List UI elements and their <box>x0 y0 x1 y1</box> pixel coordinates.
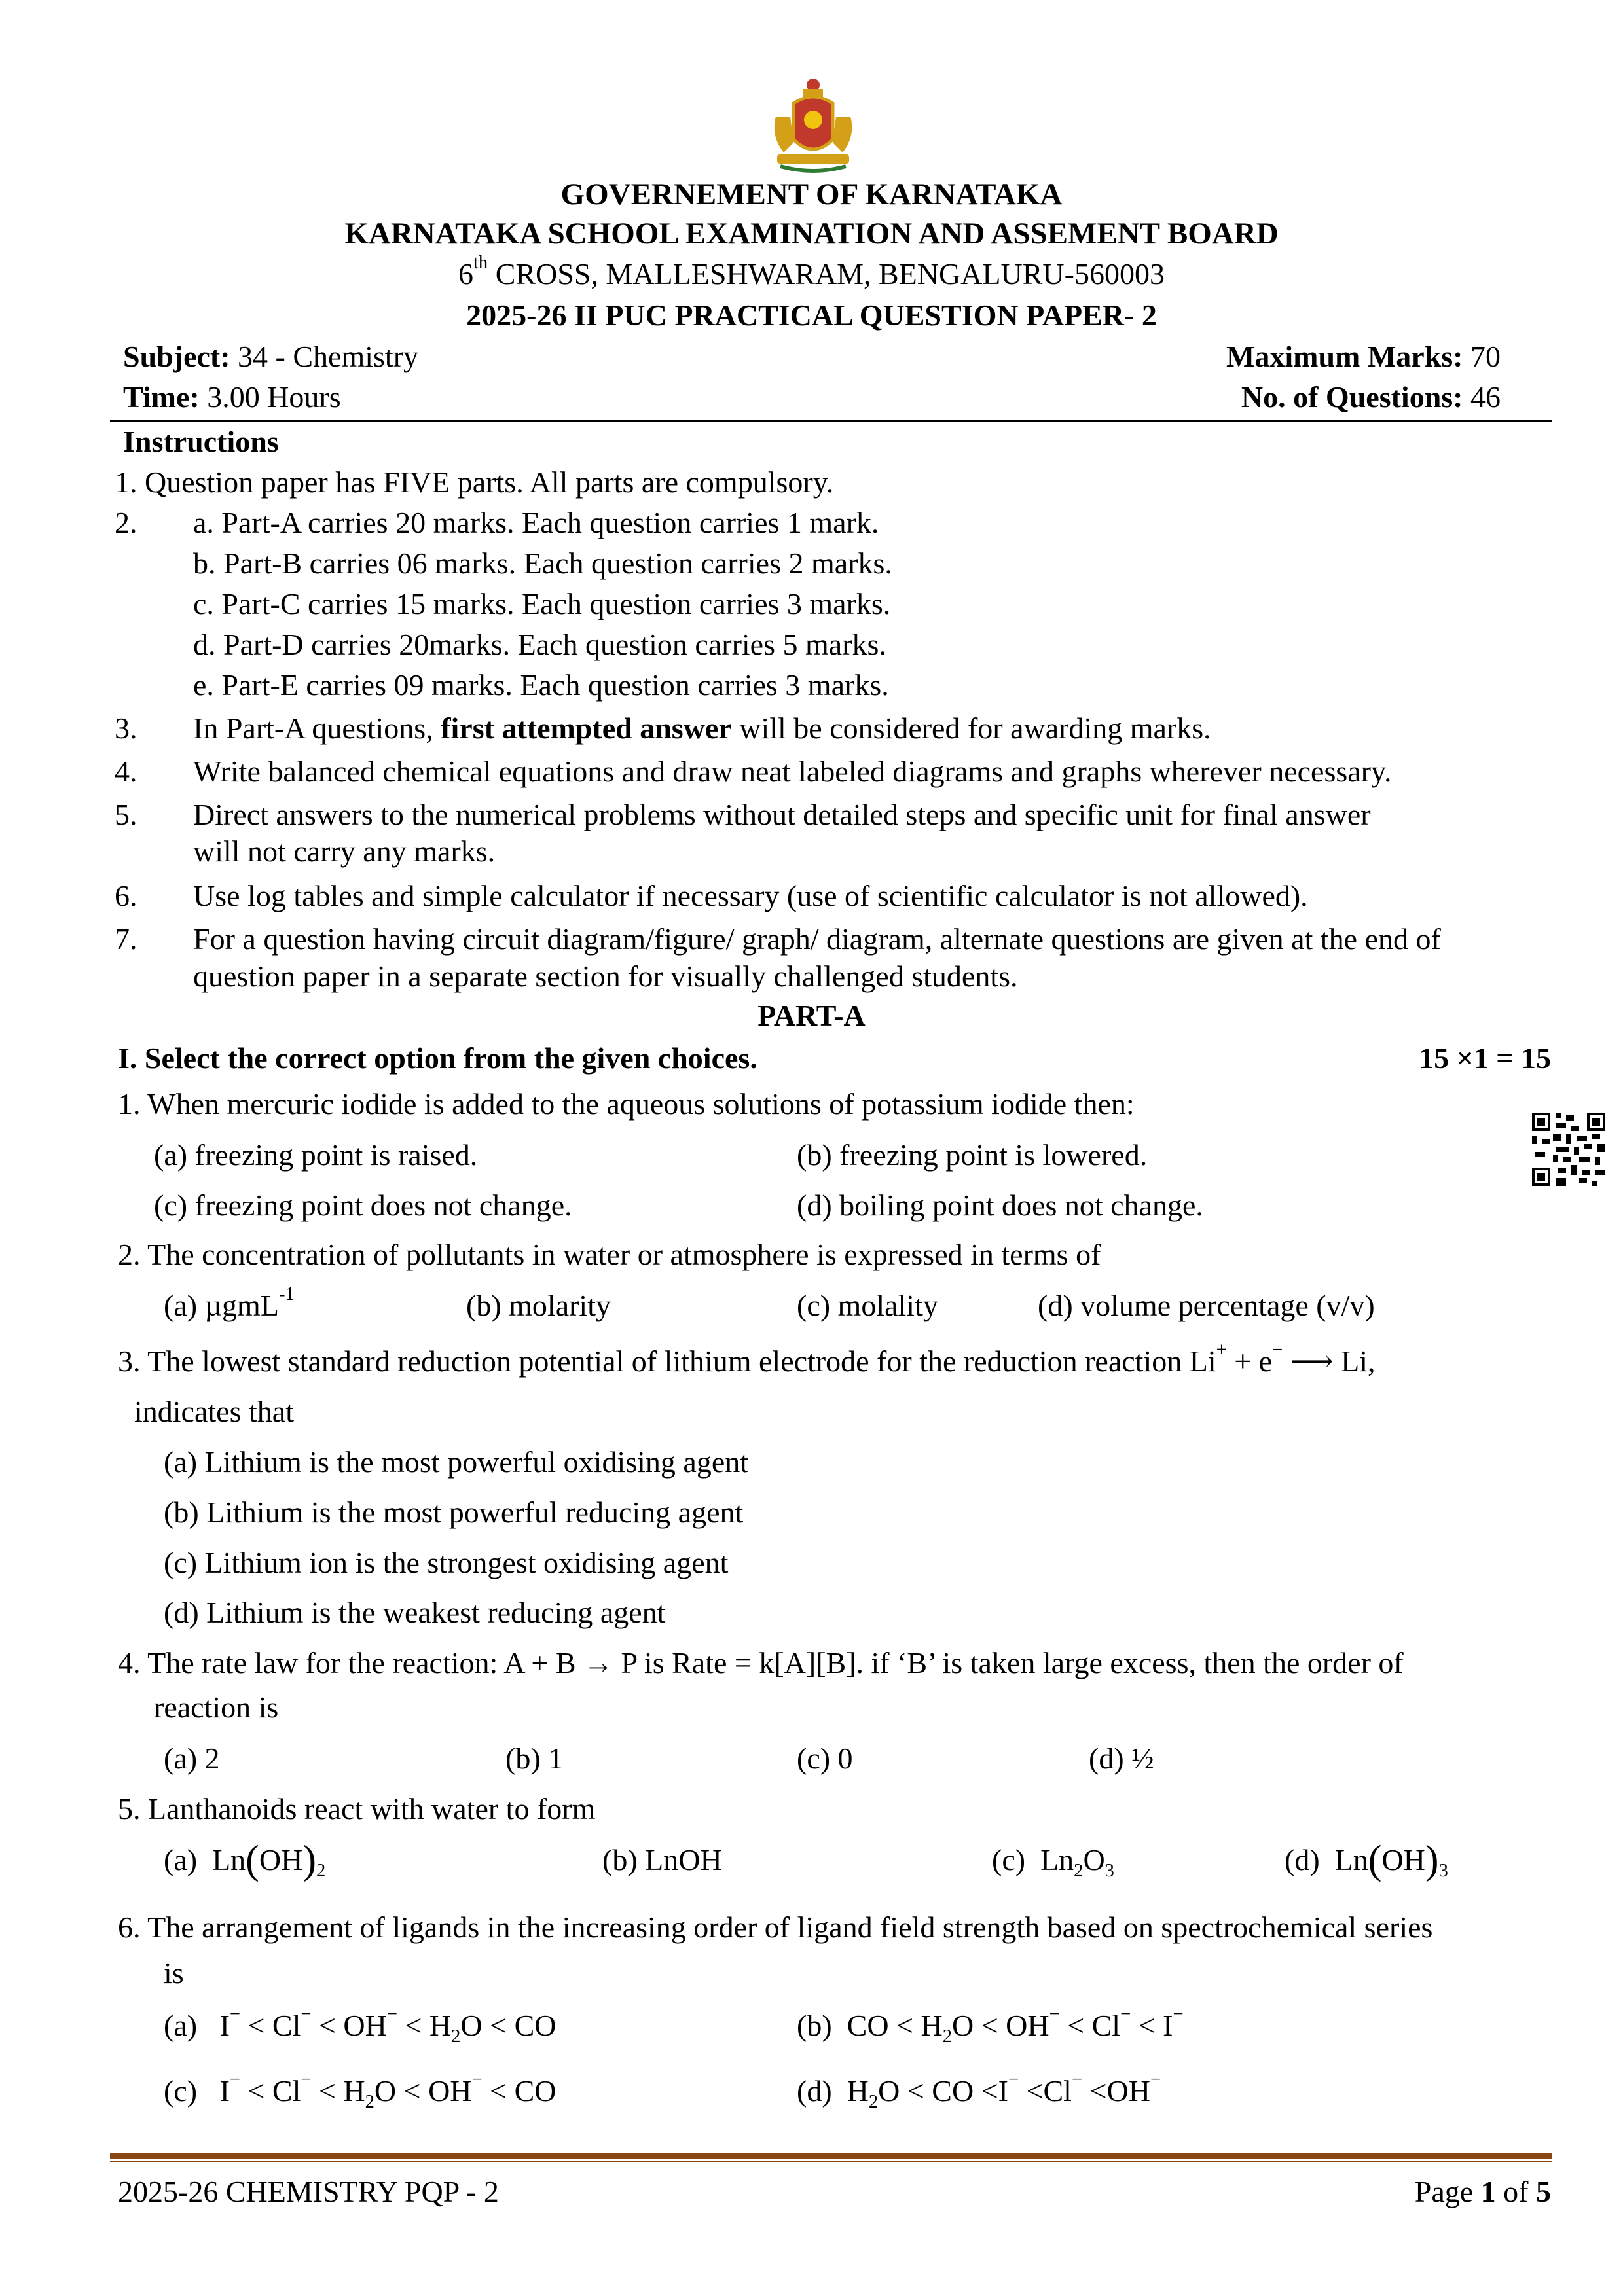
q5-option-a: (a) $Ln(OH)_2$ <box>164 1837 326 1882</box>
question-4: 4. The rate law for the reaction: A + B → P is Rate = k[A][B]. if ‘B’ is taken large excess, then the order of <box>118 1646 1404 1679</box>
section-i-marks: 15 ×1 = 15 <box>1419 1041 1551 1075</box>
instruction-2e: e. Part-E carries 09 marks. Each question carries 3 marks. <box>193 668 889 702</box>
instruction-2c: c. Part-C carries 15 marks. Each question carries 3 marks. <box>193 587 891 620</box>
max-marks: Maximum Marks: 70 <box>1226 340 1501 373</box>
instruction-5-line1: Direct answers to the numerical problems without detailed steps and specific unit for final answer <box>193 798 1371 831</box>
q4-option-d: (d) ½ <box>1089 1742 1154 1775</box>
question-5: 5. Lanthanoids react with water to form <box>118 1792 596 1825</box>
question-2: 2. The concentration of pollutants in water or atmosphere is expressed in terms of <box>118 1238 1101 1271</box>
instruction-2b: b. Part-B carries 06 marks. Each question carries 2 marks. <box>193 547 892 580</box>
q1-option-b: (b) freezing point is lowered. <box>797 1138 1148 1172</box>
qr-code <box>1532 1113 1605 1186</box>
question-6: 6. The arrangement of ligands in the increasing order of ligand field strength based on spectrochemical series <box>118 1910 1433 1944</box>
footer-rule-thin <box>110 2161 1552 2162</box>
question-3-line2: indicates that <box>134 1395 294 1428</box>
part-a-title: PART-A <box>757 999 866 1032</box>
q6-option-c: (c) $I^- < Cl^- < H_2O < OH^-$ < CO <box>164 2069 556 2112</box>
header-board: KARNATAKA SCHOOL EXAMINATION AND ASSEMENT BOARD <box>344 217 1279 251</box>
q2-option-b: (b) molarity <box>466 1289 611 1322</box>
time: Time: 3.00 Hours <box>123 380 341 414</box>
instruction-4: Write balanced chemical equations and draw neat labeled diagrams and graphs wherever necessary. <box>193 755 1392 788</box>
section-i-heading: I. Select the correct option from the given choices. <box>118 1041 757 1075</box>
subject: Subject: 34 - Chemistry <box>123 340 419 373</box>
instruction-2-num: 2. <box>115 506 137 539</box>
num-questions: No. of Questions: 46 <box>1241 380 1501 414</box>
q6-option-a: (a) $I^- < Cl^- < OH^- < H_2O$ < CO <box>164 2003 556 2047</box>
instruction-6: Use log tables and simple calculator if necessary (use of scientific calculator is not allowed). <box>193 879 1308 912</box>
q1-option-d: (d) boiling point does not change. <box>797 1189 1203 1222</box>
instruction-5-num: 5. <box>115 798 137 831</box>
question-1: 1. When mercuric iodide is added to the aqueous solutions of potassium iodide then: <box>118 1087 1135 1121</box>
q4-option-c: (c) 0 <box>797 1742 853 1775</box>
instructions-heading: Instructions <box>123 425 279 458</box>
q1-option-a: (a) freezing point is raised. <box>154 1138 478 1172</box>
header-government: GOVERNEMENT OF KARNATAKA <box>560 177 1063 211</box>
question-6-line2: is <box>164 1956 184 1990</box>
q4-option-b: (b) 1 <box>505 1742 564 1775</box>
q5-option-c: (c) $Ln_2O_3$ <box>992 1843 1114 1881</box>
q4-option-a: (a) 2 <box>164 1742 220 1775</box>
karnataka-emblem <box>771 77 856 175</box>
instruction-3: In Part-A questions, first attempted answer will be considered for awarding marks. <box>193 711 1211 745</box>
instruction-3-num: 3. <box>115 711 137 745</box>
q5-option-b: (b) LnOH <box>602 1843 722 1876</box>
footer-paper-code: 2025-26 CHEMISTRY PQP - 2 <box>118 2175 499 2208</box>
instruction-2a: a. Part-A carries 20 marks. Each question carries 1 mark. <box>193 506 879 539</box>
q3-option-c: (c) Lithium ion is the strongest oxidising agent <box>164 1546 729 1579</box>
q6-option-b: (b) CO < $H_2O < OH^- < Cl^- < I^-$ <box>797 2003 1184 2047</box>
question-4-line2: reaction is <box>154 1691 279 1724</box>
footer-page-number: Page 1 of 5 <box>1414 2175 1551 2208</box>
instruction-5-line2: will not carry any marks. <box>193 834 496 868</box>
q3-option-b: (b) Lithium is the most powerful reducing agent <box>164 1496 744 1529</box>
q3-option-a: (a) Lithium is the most powerful oxidising agent <box>164 1445 749 1479</box>
instruction-7-num: 7. <box>115 922 137 956</box>
header-divider <box>110 420 1552 422</box>
q5-option-d: (d) $Ln(OH)_3$ <box>1285 1837 1448 1882</box>
instruction-6-num: 6. <box>115 879 137 912</box>
instruction-4-num: 4. <box>115 755 137 788</box>
footer-rule-thick <box>110 2153 1552 2159</box>
instruction-7-line2: question paper in a separate section for visually challenged students. <box>193 960 1018 993</box>
header-address: 6th CROSS, MALLESHWARAM, BENGALURU-560003 <box>458 252 1165 291</box>
q2-option-a: (a) µgmL$^{-1}$ <box>164 1283 295 1322</box>
q3-option-d: (d) Lithium is the weakest reducing agent <box>164 1596 666 1629</box>
q6-option-d: (d) $H_2O$ < CO <I− <Cl− <OH− <box>797 2069 1161 2112</box>
instruction-7-line1: For a question having circuit diagram/figure/ graph/ diagram, alternate questions are given at the end of <box>193 922 1441 956</box>
q2-option-d: (d) volume percentage (v/v) <box>1038 1289 1375 1322</box>
instruction-1: 1. Question paper has FIVE parts. All parts are compulsory. <box>115 465 834 499</box>
q1-option-c: (c) freezing point does not change. <box>154 1189 572 1222</box>
question-3: 3. The lowest standard reduction potential of lithium electrode for the reduction reaction Li+ + e− ⟶ Li, <box>118 1339 1376 1378</box>
instruction-2d: d. Part-D carries 20marks. Each question carries 5 marks. <box>193 628 886 661</box>
paper-title: 2025-26 II PUC PRACTICAL QUESTION PAPER- 2 <box>466 298 1157 332</box>
q2-option-c: (c) molality <box>797 1289 938 1322</box>
